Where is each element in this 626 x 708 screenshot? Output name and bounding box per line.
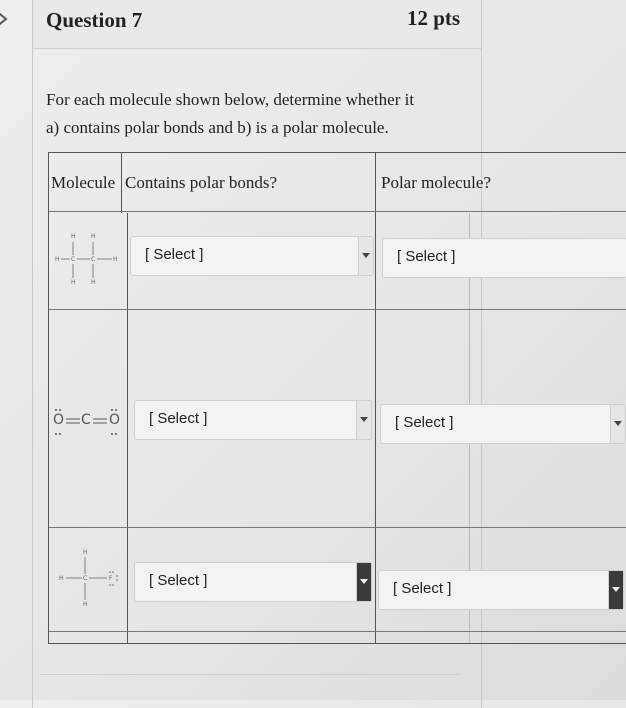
r2-polar-bonds-select[interactable] [134, 400, 372, 440]
bond-lines [55, 233, 117, 289]
atom-o: O [53, 412, 65, 428]
divider [40, 674, 460, 675]
atom-c: C [83, 575, 88, 582]
caret-down-icon[interactable] [608, 571, 623, 609]
grid-line [375, 153, 376, 643]
atom-h: H [113, 256, 118, 263]
atom-h: H [71, 279, 76, 286]
atom-h: H [83, 601, 88, 608]
atom-h: H [91, 279, 96, 286]
select-value: [ Select ] [145, 246, 204, 263]
grid-line [127, 213, 128, 643]
r1-polar-bonds-select[interactable] [130, 236, 374, 276]
atom-h: H [83, 549, 88, 556]
r3-polar-bonds-select[interactable] [134, 562, 372, 602]
prompt-line-2: a) contains polar bonds and b) is a polar molecule. [46, 118, 389, 137]
co2-structure [51, 401, 127, 441]
atom-c: C [71, 256, 76, 263]
caret-down-icon[interactable] [358, 237, 373, 275]
caret-down-icon[interactable] [356, 563, 371, 601]
r1-polar-molecule-select[interactable] [382, 238, 626, 278]
prompt-line-1: For each molecule shown below, determine whether it [46, 90, 415, 109]
select-value: [ Select ] [397, 248, 456, 265]
atom-h: H [59, 575, 64, 582]
atom-h: H [55, 256, 60, 263]
r3-polar-molecule-select[interactable] [378, 570, 624, 610]
atom-h: H [71, 233, 76, 240]
question-header [33, 0, 481, 49]
question-title: Question 7 [46, 8, 143, 32]
header-molecule: Molecule [51, 173, 116, 192]
question-prompt [46, 86, 466, 142]
atom-c: C [91, 256, 96, 263]
grid-line [49, 527, 626, 528]
select-value: [ Select ] [149, 410, 208, 427]
grid-line [49, 631, 626, 632]
ethane-structure [55, 233, 117, 289]
header-polar-molecule: Polar molecule? [381, 173, 491, 192]
question-points: 12 pts [407, 6, 461, 30]
bond-lines [51, 401, 127, 441]
atom-o: O [109, 412, 121, 428]
atom-c: C [81, 412, 91, 428]
grid-line [49, 309, 626, 310]
select-value: [ Select ] [395, 414, 454, 431]
atom-h: H [91, 233, 96, 240]
atom-f: F [109, 575, 113, 582]
select-value: [ Select ] [393, 580, 452, 597]
caret-down-icon[interactable] [356, 401, 371, 439]
grid-line [121, 153, 122, 213]
bond-lines [59, 549, 125, 613]
fluoromethane-structure [59, 549, 125, 613]
r2-polar-molecule-select[interactable] [380, 404, 626, 444]
select-value: [ Select ] [149, 572, 208, 589]
header-polar-bonds: Contains polar bonds? [125, 173, 278, 192]
chevron-right-icon[interactable] [0, 8, 12, 30]
caret-down-icon[interactable] [610, 405, 625, 443]
grid-line [49, 211, 626, 212]
